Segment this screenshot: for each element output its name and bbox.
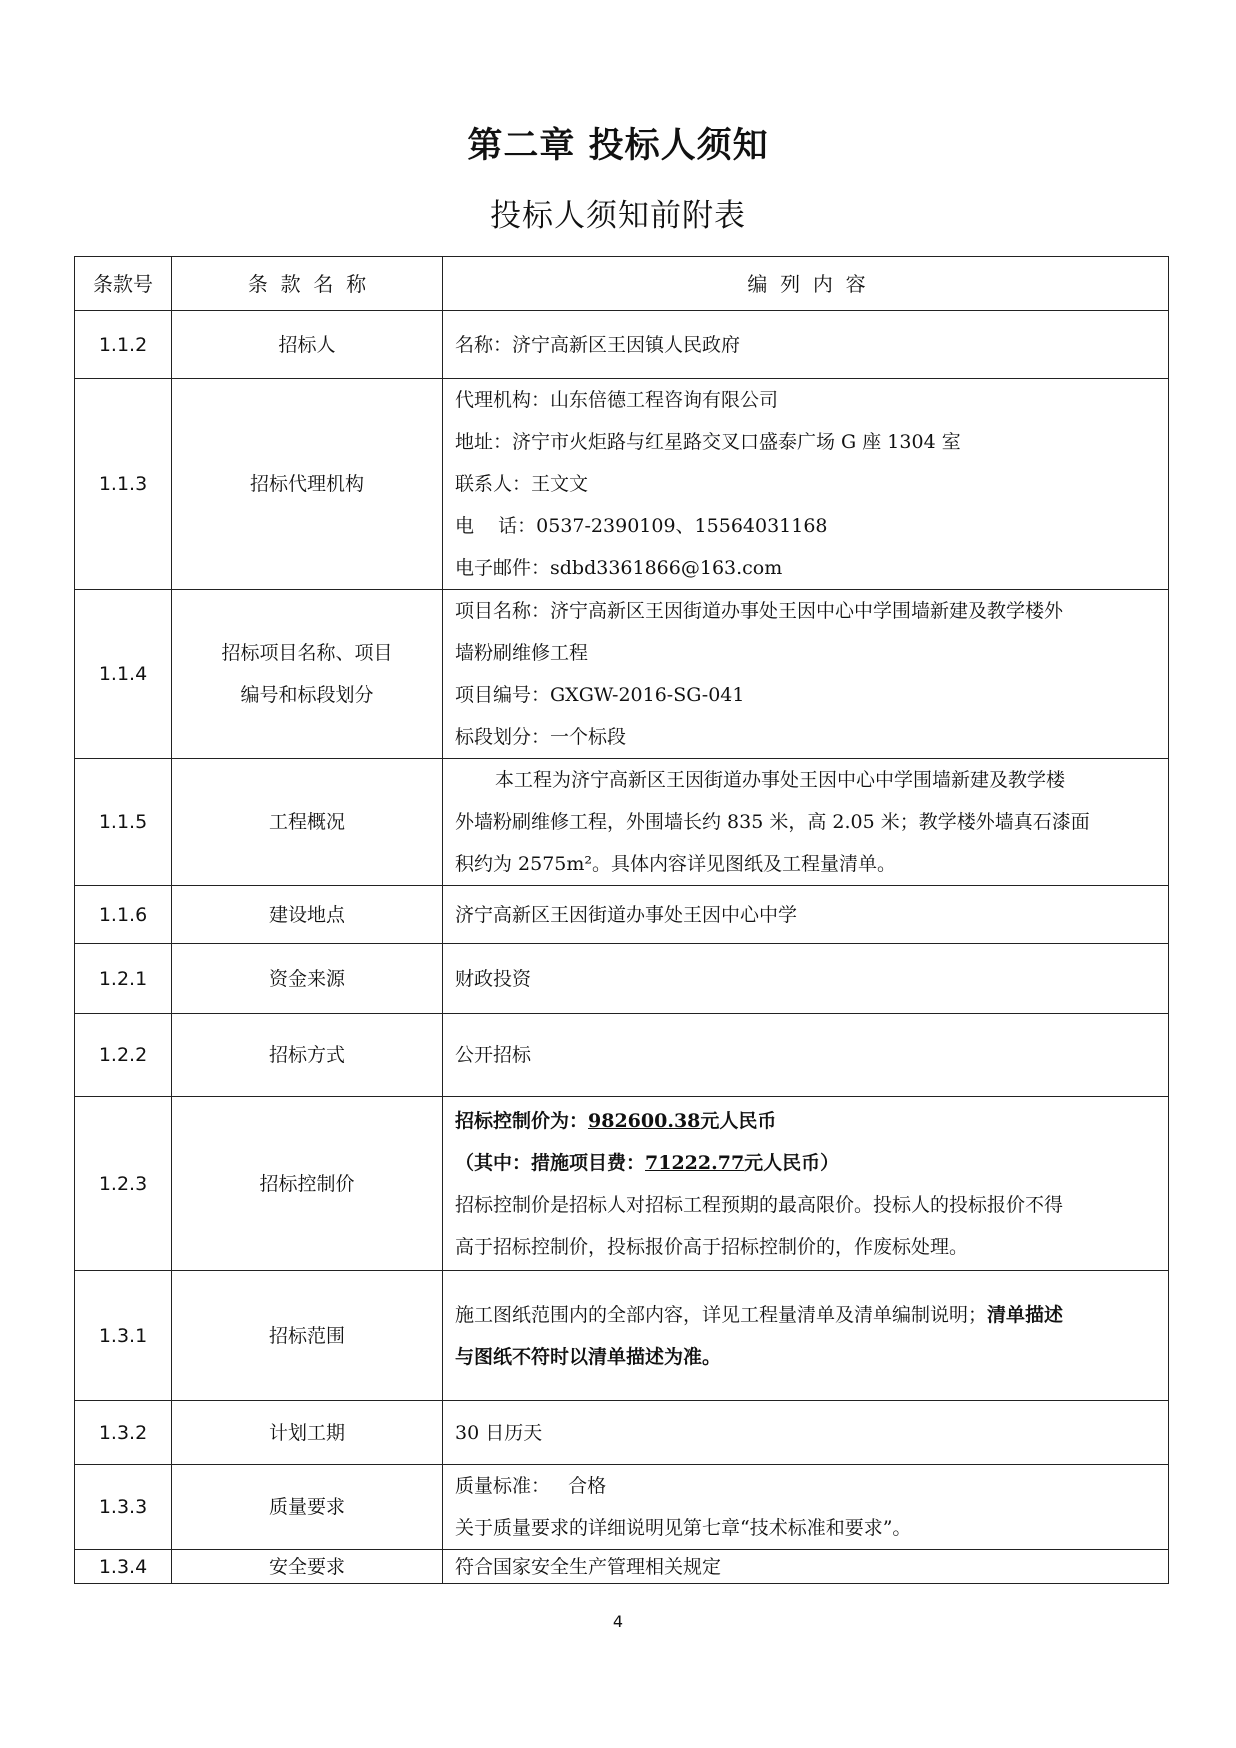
- content-line: 标段划分：一个标段: [455, 726, 627, 748]
- content-line: 质量标准： 合格: [455, 1475, 607, 1497]
- clause-name: 工程概况: [172, 759, 443, 886]
- clause-no: 1.1.3: [75, 379, 172, 590]
- clause-name: 质量要求: [172, 1465, 443, 1550]
- table-row: [75, 1401, 1169, 1465]
- content-line: 济宁高新区王因街道办事处王因中心中学: [455, 903, 798, 926]
- scope-emphasis: 清单描述: [987, 1303, 1064, 1326]
- clause-content: [443, 1271, 1169, 1401]
- measure-fee-line: [455, 1142, 1158, 1184]
- clause-name-line: 编号和标段划分: [240, 684, 374, 706]
- content-line: 关于质量要求的详细说明见第七章“技术标准和要求”。: [455, 1517, 912, 1539]
- page-number: 4: [612, 1612, 624, 1631]
- table-title: 投标人须知前附表: [490, 198, 746, 234]
- clause-content: [443, 1014, 1169, 1097]
- clause-name: 招标人: [172, 311, 443, 379]
- measure-fee-value: 71222.77: [645, 1151, 745, 1174]
- table-row: [75, 1097, 1169, 1271]
- table-row: [75, 1550, 1169, 1584]
- clause-content: [443, 311, 1169, 379]
- table-row: [75, 590, 1169, 759]
- clause-name: 招标代理机构: [172, 379, 443, 590]
- header-content: 编 列 内 容: [443, 257, 1169, 311]
- clause-no: 1.3.2: [75, 1401, 172, 1465]
- control-price-label: 招标控制价为：: [455, 1109, 589, 1132]
- content-line: 电 话：0537-2390109、15564031168: [455, 515, 828, 537]
- clause-no: 1.3.1: [75, 1271, 172, 1401]
- clause-name: 招标方式: [172, 1014, 443, 1097]
- measure-fee-label: （其中：措施项目费：: [455, 1151, 646, 1174]
- clause-name: 资金来源: [172, 944, 443, 1014]
- clause-name: 安全要求: [172, 1550, 443, 1584]
- clause-name: 计划工期: [172, 1401, 443, 1465]
- content-line: [455, 1294, 1158, 1336]
- clause-no: 1.1.6: [75, 886, 172, 944]
- content-line: 财政投资: [455, 967, 532, 990]
- table-row: [75, 1014, 1169, 1097]
- table-row: [75, 311, 1169, 379]
- clause-content: [443, 590, 1169, 759]
- clause-content: [443, 379, 1169, 590]
- bid-notice-table: [74, 256, 1169, 1584]
- content-line: 本工程为济宁高新区王因街道办事处王因中心中学围墙新建及教学楼: [495, 769, 1066, 791]
- content-line: 与图纸不符时以清单描述为准。: [455, 1345, 722, 1368]
- clause-no: 1.1.5: [75, 759, 172, 886]
- measure-fee-unit: 元人民币）: [744, 1151, 840, 1174]
- content-line: 30 日历天: [455, 1421, 543, 1444]
- header-clause-no: 条款号: [75, 257, 172, 311]
- clause-content: [443, 886, 1169, 944]
- content-line: 墙粉刷维修工程: [455, 642, 589, 664]
- content-line: 公开招标: [455, 1044, 532, 1066]
- table-row: [75, 1465, 1169, 1550]
- clause-no: 1.2.1: [75, 944, 172, 1014]
- content-line: 名称：济宁高新区王因镇人民政府: [455, 333, 741, 356]
- table-row: [75, 886, 1169, 944]
- clause-content: [443, 944, 1169, 1014]
- clause-no: 1.1.2: [75, 311, 172, 379]
- table-row: [75, 1271, 1169, 1401]
- clause-no: 1.2.2: [75, 1014, 172, 1097]
- scope-text: 施工图纸范围内的全部内容，详见工程量清单及清单编制说明；: [455, 1303, 988, 1326]
- table-row: [75, 944, 1169, 1014]
- clause-content: [443, 1550, 1169, 1584]
- content-line: 代理机构：山东倍德工程咨询有限公司: [455, 389, 779, 411]
- table-header-row: [75, 257, 1169, 311]
- clause-content: [443, 759, 1169, 886]
- clause-no: 1.3.4: [75, 1550, 172, 1584]
- clause-content: [443, 1465, 1169, 1550]
- control-price-unit: 元人民币: [700, 1109, 777, 1132]
- content-line: 联系人：王文文: [455, 473, 589, 495]
- chapter-title: 第二章 投标人须知: [467, 126, 769, 166]
- control-price-line: [455, 1100, 1158, 1142]
- content-line: 地址：济宁市火炬路与红星路交叉口盛泰广场 G 座 1304 室: [455, 431, 961, 453]
- content-line: 高于招标控制价，投标报价高于招标控制价的，作废标处理。: [455, 1235, 969, 1258]
- table-row: [75, 379, 1169, 590]
- content-line: 外墙粉刷维修工程，外围墙长约 835 米，高 2.05 米；教学楼外墙真石漆面: [455, 811, 1090, 833]
- content-line: 积约为 2575m²。具体内容详见图纸及工程量清单。: [455, 853, 897, 875]
- email-line: 电子邮件：sdbd3361866@163.com: [455, 557, 783, 579]
- clause-name-line: 招标项目名称、项目: [221, 642, 393, 664]
- table-row: [75, 759, 1169, 886]
- content-line: 项目名称：济宁高新区王因街道办事处王因中心中学围墙新建及教学楼外: [455, 600, 1064, 622]
- control-price-value: 982600.38: [588, 1109, 701, 1132]
- clause-name: 招标控制价: [172, 1097, 443, 1271]
- clause-name: [172, 590, 443, 759]
- header-clause-name: 条 款 名 称: [172, 257, 443, 311]
- content-line: 招标控制价是招标人对招标工程预期的最高限价。投标人的投标报价不得: [455, 1193, 1064, 1216]
- clause-name: 招标范围: [172, 1271, 443, 1401]
- clause-no: 1.3.3: [75, 1465, 172, 1550]
- clause-content: [443, 1401, 1169, 1465]
- clause-no: 1.2.3: [75, 1097, 172, 1271]
- clause-no: 1.1.4: [75, 590, 172, 759]
- clause-content: [443, 1097, 1169, 1271]
- clause-name: 建设地点: [172, 886, 443, 944]
- content-line: 符合国家安全生产管理相关规定: [455, 1555, 722, 1578]
- content-line: 项目编号：GXGW-2016-SG-041: [455, 684, 745, 706]
